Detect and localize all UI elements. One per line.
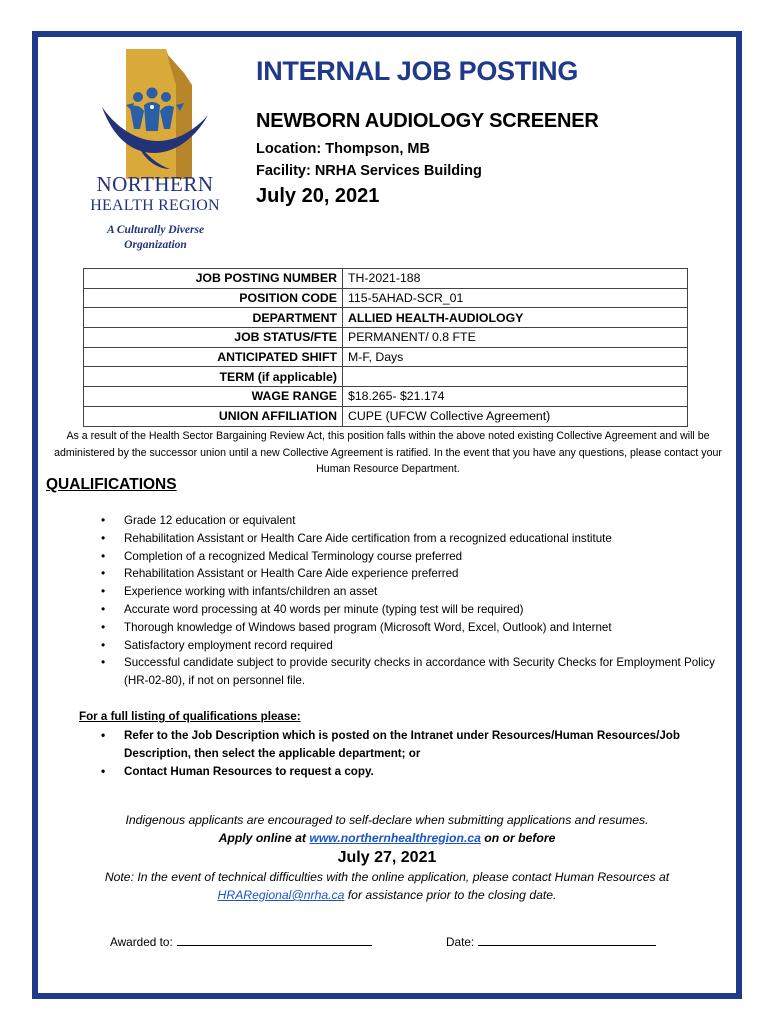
website-link[interactable]: www.northernhealthregion.ca [309,831,481,845]
table-row [84,269,688,289]
info-label: WAGE RANGE [84,387,343,407]
info-value: CUPE (UFCW Collective Agreement) [343,406,688,426]
table-row [84,328,688,348]
list-item: • Successful candidate subject to provide security checks in accordance with Security Checks for Employment Policy (HR-02-80), if not on personnel file. [98,654,718,690]
date-label: Date: [446,935,475,949]
closing-date: July 27, 2021 [337,849,437,866]
position-title: NEWBORN AUDIOLOGY SCREENER [256,110,599,132]
info-label: ANTICIPATED SHIFT [84,347,343,367]
list-item: • Refer to the Job Description which is posted on the Intranet under Resources/Human Resources/Job Description, then select the applicable department; or [98,727,713,763]
full-listing-heading: For a full listing of qualifications please: [79,710,301,723]
date-field [446,933,656,949]
table-row [84,308,688,328]
apply-suffix: on or before [484,831,556,845]
apply-prefix: Apply online at [218,831,306,845]
org-name-line2: HEALTH REGION [90,197,220,214]
info-value [343,367,688,387]
info-value: ALLIED HEALTH-AUDIOLOGY [343,308,688,328]
info-value: $18.265- $21.174 [343,387,688,407]
note-prefix: Note: In the event of technical difficulties with the online application, please contact Human Resources at [104,870,670,884]
info-value: M-F, Days [343,347,688,367]
date-blank-line [478,933,656,946]
list-item: • Thorough knowledge of Windows based program (Microsoft Word, Excel, Outlook) and Internet [98,619,718,637]
info-value: 115-5AHAD-SCR_01 [343,288,688,308]
info-label: JOB POSTING NUMBER [84,269,343,289]
manitoba-map-icon [96,45,214,180]
org-name-line1: NORTHERN [96,172,214,196]
org-name [82,173,228,217]
list-item: • Completion of a recognized Medical Terminology course preferred [98,548,718,566]
info-label: TERM (if applicable) [84,367,343,387]
org-tagline [78,223,233,253]
list-item: • Experience working with infants/children an asset [98,583,718,601]
tagline-line1: A Culturally Diverse [106,224,205,236]
list-item: • Rehabilitation Assistant or Health Care Aide experience preferred [98,565,718,583]
table-row [84,288,688,308]
tagline-line2: Organization [124,239,187,251]
info-label: POSITION CODE [84,288,343,308]
list-item: • Accurate word processing at 40 words per minute (typing test will be required) [98,601,718,619]
facility: Facility: NRHA Services Building [256,163,482,179]
list-item: • Grade 12 education or equivalent [98,512,718,530]
awarded-label: Awarded to: [110,935,173,949]
qualifications-heading: QUALIFICATIONS [46,476,177,493]
list-item: • Rehabilitation Assistant or Health Care Aide certification from a recognized educational institute [98,530,718,548]
technical-note [48,868,726,904]
full-listing-list [98,727,713,780]
info-value: TH-2021-188 [343,269,688,289]
note-suffix: for assistance prior to the closing date. [347,888,557,902]
list-item: • Contact Human Resources to request a copy. [98,763,713,781]
info-label: JOB STATUS/FTE [84,328,343,348]
posting-date: July 20, 2021 [256,185,380,207]
info-value: PERMANENT/ 0.8 FTE [343,328,688,348]
table-row [84,406,688,426]
info-label: DEPARTMENT [84,308,343,328]
apply-online [48,829,726,847]
qualifications-list [98,512,718,690]
table-row [84,347,688,367]
hr-email-link[interactable]: HRARegional@nrha.ca [217,888,345,902]
list-item: • Satisfactory employment record required [98,637,718,655]
indigenous-statement: Indigenous applicants are encouraged to self-declare when submitting applications and resumes. [125,813,649,827]
awarded-to-field [110,933,372,949]
awarded-blank-line [177,933,372,946]
table-row [84,367,688,387]
page-title: INTERNAL JOB POSTING [256,56,579,86]
northern-health-logo [78,45,238,255]
location: Location: Thompson, MB [256,141,430,157]
table-row [84,387,688,407]
collective-agreement-notice: As a result of the Health Sector Bargaining Review Act, this position falls within the above noted existing Collective Agreement and will be administered by the successor union until a new Collective Agreement is ratified. In the event that you have any questions, please contact your Human Resource Department. [54,430,722,475]
info-label: UNION AFFILIATION [84,406,343,426]
job-info-table [83,268,688,427]
